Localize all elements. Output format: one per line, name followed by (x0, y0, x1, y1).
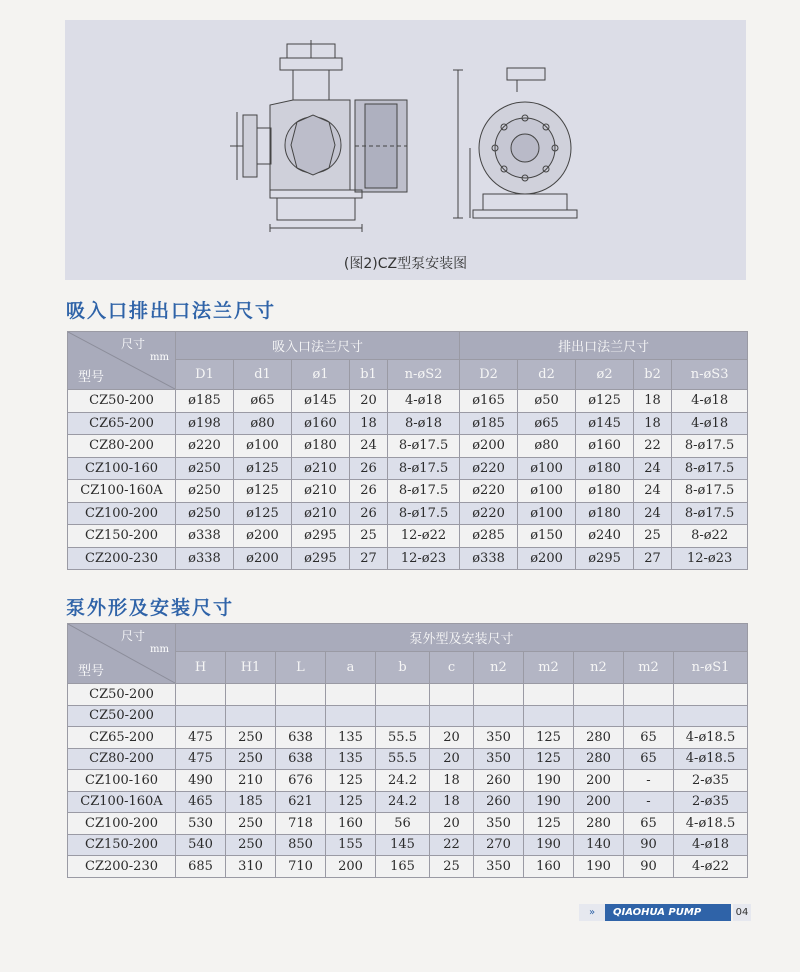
value-cell: 12-ø22 (388, 525, 460, 548)
value-cell: ø160 (576, 435, 634, 458)
model-cell: CZ65-200 (68, 412, 176, 435)
value-cell: ø125 (234, 502, 292, 525)
column-header: d2 (518, 360, 576, 390)
value-cell: 12-ø23 (672, 547, 748, 570)
group-header-installation: 泵外型及安装尺寸 (176, 624, 748, 652)
value-cell: 145 (376, 834, 430, 856)
value-cell: 200 (574, 770, 624, 792)
column-header: m2 (524, 652, 574, 684)
value-cell: 280 (574, 748, 624, 770)
value-cell: 8-ø17.5 (388, 457, 460, 480)
value-cell: 190 (524, 834, 574, 856)
column-header: n2 (474, 652, 524, 684)
value-cell: ø250 (176, 502, 234, 525)
value-cell: ø295 (292, 525, 350, 548)
value-cell: 190 (524, 791, 574, 813)
pump-installation-drawing (65, 20, 746, 250)
pump-section-view (230, 40, 407, 232)
column-header: ø1 (292, 360, 350, 390)
value-cell (276, 705, 326, 727)
group-header-suction: 吸入口法兰尺寸 (176, 332, 460, 360)
value-cell: 155 (326, 834, 376, 856)
value-cell: 24 (350, 435, 388, 458)
value-cell (524, 705, 574, 727)
value-cell: ø200 (234, 547, 292, 570)
value-cell: 490 (176, 770, 226, 792)
value-cell: 18 (350, 412, 388, 435)
column-header: b (376, 652, 430, 684)
value-cell: 8-ø18 (388, 412, 460, 435)
value-cell (474, 684, 524, 706)
column-header: n-øS1 (674, 652, 748, 684)
value-cell: 200 (326, 856, 376, 878)
value-cell: 26 (350, 457, 388, 480)
value-cell: 125 (326, 791, 376, 813)
value-cell: 4-ø18.5 (674, 813, 748, 835)
value-cell: ø220 (460, 502, 518, 525)
value-cell: 20 (430, 813, 474, 835)
column-header: d1 (234, 360, 292, 390)
value-cell: 25 (350, 525, 388, 548)
value-cell: 8-ø22 (672, 525, 748, 548)
value-cell: 125 (524, 748, 574, 770)
value-cell: 27 (350, 547, 388, 570)
value-cell: 350 (474, 748, 524, 770)
value-cell: 4-ø18.5 (674, 748, 748, 770)
value-cell: 540 (176, 834, 226, 856)
value-cell: 260 (474, 791, 524, 813)
value-cell: ø100 (518, 457, 576, 480)
flange-section-title: 吸入口排出口法兰尺寸 (66, 300, 277, 322)
table-row (68, 435, 748, 458)
table-corner-header (68, 624, 176, 684)
value-cell: 638 (276, 727, 326, 749)
value-cell: ø295 (576, 547, 634, 570)
table-row (68, 390, 748, 413)
value-cell: 26 (350, 480, 388, 503)
value-cell: 125 (524, 727, 574, 749)
value-cell: ø220 (460, 480, 518, 503)
value-cell: ø210 (292, 480, 350, 503)
value-cell (276, 684, 326, 706)
value-cell: 24.2 (376, 791, 430, 813)
value-cell: 8-ø17.5 (388, 502, 460, 525)
value-cell (474, 705, 524, 727)
value-cell: 65 (624, 727, 674, 749)
model-cell: CZ150-200 (68, 834, 176, 856)
model-cell: CZ80-200 (68, 748, 176, 770)
value-cell: 20 (350, 390, 388, 413)
value-cell: 4-ø18 (672, 390, 748, 413)
value-cell: ø220 (176, 435, 234, 458)
value-cell (624, 705, 674, 727)
value-cell: 8-ø17.5 (672, 457, 748, 480)
value-cell: 850 (276, 834, 326, 856)
value-cell: 475 (176, 727, 226, 749)
value-cell: 190 (524, 770, 574, 792)
model-cell: CZ100-160A (68, 480, 176, 503)
value-cell: ø150 (518, 525, 576, 548)
value-cell: ø210 (292, 502, 350, 525)
value-cell: ø180 (576, 480, 634, 503)
value-cell: 4-ø18 (388, 390, 460, 413)
value-cell (326, 705, 376, 727)
value-cell: ø160 (292, 412, 350, 435)
value-cell: 718 (276, 813, 326, 835)
column-header: n-øS2 (388, 360, 460, 390)
value-cell: 24 (634, 480, 672, 503)
value-cell: 24.2 (376, 770, 430, 792)
value-cell: 530 (176, 813, 226, 835)
column-header: n2 (574, 652, 624, 684)
value-cell: 8-ø17.5 (672, 480, 748, 503)
corner-unit-label: mm (150, 644, 169, 655)
value-cell: 55.5 (376, 727, 430, 749)
value-cell: 250 (226, 834, 276, 856)
value-cell: 185 (226, 791, 276, 813)
value-cell: 135 (326, 727, 376, 749)
value-cell: 8-ø17.5 (672, 435, 748, 458)
column-header: a (326, 652, 376, 684)
value-cell: 24 (634, 502, 672, 525)
value-cell: ø145 (292, 390, 350, 413)
value-cell: ø65 (518, 412, 576, 435)
model-cell: CZ50-200 (68, 684, 176, 706)
column-header: D1 (176, 360, 234, 390)
value-cell: 25 (430, 856, 474, 878)
table-row (68, 748, 748, 770)
value-cell: ø198 (176, 412, 234, 435)
value-cell: ø185 (460, 412, 518, 435)
value-cell: ø220 (460, 457, 518, 480)
table-row (68, 457, 748, 480)
value-cell: ø200 (518, 547, 576, 570)
value-cell: ø100 (518, 480, 576, 503)
value-cell: 4-ø22 (674, 856, 748, 878)
value-cell: 18 (634, 412, 672, 435)
value-cell (624, 684, 674, 706)
value-cell: 280 (574, 813, 624, 835)
model-cell: CZ100-200 (68, 502, 176, 525)
column-header: m2 (624, 652, 674, 684)
corner-size-label: 尺寸 (120, 629, 145, 643)
value-cell: 22 (430, 834, 474, 856)
value-cell: ø180 (292, 435, 350, 458)
column-header: H (176, 652, 226, 684)
value-cell: 18 (430, 770, 474, 792)
value-cell: 22 (634, 435, 672, 458)
dimension-section-title: 泵外形及安装尺寸 (66, 597, 235, 619)
value-cell: 125 (524, 813, 574, 835)
value-cell: 190 (574, 856, 624, 878)
table-corner-header (68, 332, 176, 390)
value-cell: ø200 (460, 435, 518, 458)
value-cell (574, 684, 624, 706)
value-cell (430, 684, 474, 706)
value-cell (176, 684, 226, 706)
model-cell: CZ80-200 (68, 435, 176, 458)
value-cell: 638 (276, 748, 326, 770)
value-cell: ø125 (576, 390, 634, 413)
value-cell: 4-ø18 (672, 412, 748, 435)
value-cell: 8-ø17.5 (672, 502, 748, 525)
table-row (68, 791, 748, 813)
value-cell: - (624, 791, 674, 813)
table-row (68, 412, 748, 435)
value-cell: 125 (326, 770, 376, 792)
value-cell: 55.5 (376, 748, 430, 770)
model-cell: CZ200-230 (68, 856, 176, 878)
value-cell: 12-ø23 (388, 547, 460, 570)
value-cell: ø180 (576, 502, 634, 525)
table-row (68, 525, 748, 548)
value-cell: ø100 (518, 502, 576, 525)
value-cell: ø295 (292, 547, 350, 570)
model-cell: CZ50-200 (68, 705, 176, 727)
model-cell: CZ100-160 (68, 770, 176, 792)
group-header-discharge: 排出口法兰尺寸 (460, 332, 748, 360)
value-cell: ø240 (576, 525, 634, 548)
value-cell: 20 (430, 727, 474, 749)
value-cell: - (624, 770, 674, 792)
table-row (68, 502, 748, 525)
value-cell (226, 684, 276, 706)
value-cell: ø145 (576, 412, 634, 435)
value-cell: 280 (574, 727, 624, 749)
value-cell (430, 705, 474, 727)
model-cell: CZ100-160A (68, 791, 176, 813)
value-cell: 685 (176, 856, 226, 878)
value-cell: ø80 (234, 412, 292, 435)
value-cell: 200 (574, 791, 624, 813)
value-cell: 140 (574, 834, 624, 856)
value-cell: 250 (226, 813, 276, 835)
brand-name: QIAOHUA PUMP (613, 907, 702, 918)
value-cell: ø100 (234, 435, 292, 458)
value-cell: ø285 (460, 525, 518, 548)
model-cell: CZ50-200 (68, 390, 176, 413)
value-cell (674, 705, 748, 727)
value-cell: ø185 (176, 390, 234, 413)
value-cell: 8-ø17.5 (388, 435, 460, 458)
value-cell: 18 (634, 390, 672, 413)
value-cell: 270 (474, 834, 524, 856)
value-cell: 25 (634, 525, 672, 548)
value-cell: 4-ø18.5 (674, 727, 748, 749)
model-cell: CZ100-160 (68, 457, 176, 480)
value-cell: ø125 (234, 457, 292, 480)
value-cell: ø250 (176, 457, 234, 480)
chevron-right-icon: » (579, 904, 605, 921)
value-cell: 676 (276, 770, 326, 792)
corner-model-label: 型号 (78, 664, 105, 679)
column-header: H1 (226, 652, 276, 684)
value-cell: 26 (350, 502, 388, 525)
model-cell: CZ150-200 (68, 525, 176, 548)
value-cell: ø180 (576, 457, 634, 480)
value-cell: ø210 (292, 457, 350, 480)
value-cell: 24 (634, 457, 672, 480)
value-cell: 90 (624, 834, 674, 856)
column-header: ø2 (576, 360, 634, 390)
value-cell: ø50 (518, 390, 576, 413)
installation-drawing-panel (65, 20, 746, 280)
value-cell: 90 (624, 856, 674, 878)
value-cell: 4-ø18 (674, 834, 748, 856)
value-cell: 18 (430, 791, 474, 813)
value-cell: 135 (326, 748, 376, 770)
value-cell: 310 (226, 856, 276, 878)
value-cell: ø338 (176, 547, 234, 570)
installation-dimension-table (67, 623, 748, 878)
value-cell: 350 (474, 856, 524, 878)
value-cell: 465 (176, 791, 226, 813)
value-cell: 2-ø35 (674, 791, 748, 813)
value-cell: 65 (624, 813, 674, 835)
column-header: b1 (350, 360, 388, 390)
table-row (68, 705, 748, 727)
value-cell (574, 705, 624, 727)
value-cell (376, 684, 430, 706)
corner-size-label: 尺寸 (120, 337, 145, 351)
column-header: b2 (634, 360, 672, 390)
value-cell: 160 (326, 813, 376, 835)
table-row (68, 856, 748, 878)
table-row (68, 684, 748, 706)
pump-front-view (453, 68, 577, 218)
column-header: n-øS3 (672, 360, 748, 390)
corner-unit-label: mm (150, 352, 169, 363)
flange-dimension-table (67, 331, 748, 570)
value-cell: 65 (624, 748, 674, 770)
value-cell: 260 (474, 770, 524, 792)
value-cell: 250 (226, 748, 276, 770)
value-cell: 350 (474, 813, 524, 835)
model-cell: CZ100-200 (68, 813, 176, 835)
column-header: D2 (460, 360, 518, 390)
model-cell: CZ200-230 (68, 547, 176, 570)
corner-model-label: 型号 (78, 370, 105, 385)
table-row (68, 727, 748, 749)
value-cell: 27 (634, 547, 672, 570)
model-cell: CZ65-200 (68, 727, 176, 749)
table-row (68, 480, 748, 503)
value-cell: ø250 (176, 480, 234, 503)
value-cell: 2-ø35 (674, 770, 748, 792)
value-cell (376, 705, 430, 727)
table-row (68, 770, 748, 792)
value-cell: ø165 (460, 390, 518, 413)
footer-brand-bar (579, 904, 731, 921)
value-cell (524, 684, 574, 706)
value-cell: ø125 (234, 480, 292, 503)
value-cell: ø200 (234, 525, 292, 548)
column-header: L (276, 652, 326, 684)
value-cell: ø80 (518, 435, 576, 458)
page-number: 04 (733, 904, 751, 921)
value-cell: 250 (226, 727, 276, 749)
value-cell: 20 (430, 748, 474, 770)
value-cell (226, 705, 276, 727)
value-cell (674, 684, 748, 706)
table-row (68, 834, 748, 856)
value-cell: 350 (474, 727, 524, 749)
value-cell: 165 (376, 856, 430, 878)
figure-caption: (图2)CZ型泵安装图 (343, 256, 468, 272)
table-row (68, 813, 748, 835)
value-cell: 160 (524, 856, 574, 878)
value-cell (326, 684, 376, 706)
value-cell: 56 (376, 813, 430, 835)
table-row (68, 547, 748, 570)
column-header: c (430, 652, 474, 684)
value-cell: 210 (226, 770, 276, 792)
value-cell (176, 705, 226, 727)
value-cell: ø65 (234, 390, 292, 413)
value-cell: 8-ø17.5 (388, 480, 460, 503)
value-cell: 475 (176, 748, 226, 770)
value-cell: ø338 (176, 525, 234, 548)
value-cell: ø338 (460, 547, 518, 570)
value-cell: 621 (276, 791, 326, 813)
value-cell: 710 (276, 856, 326, 878)
